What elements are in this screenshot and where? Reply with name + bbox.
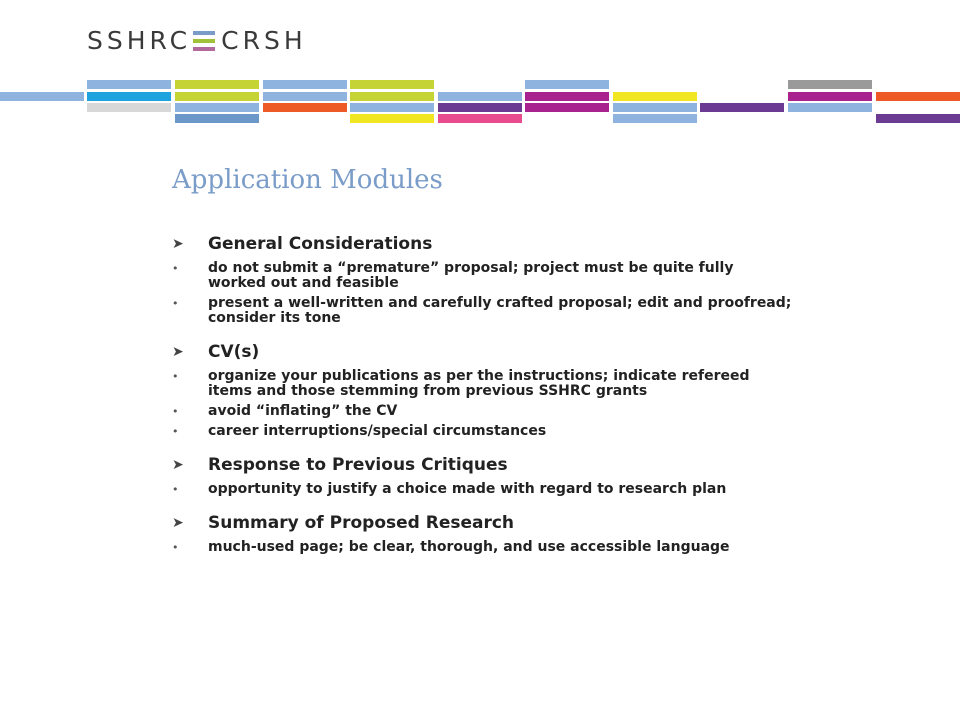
bullet-dot-icon: • [172, 262, 179, 275]
section-general-considerations [172, 232, 792, 326]
color-bar [438, 114, 522, 123]
color-bar [175, 114, 259, 123]
bullet-dot-icon: • [172, 425, 179, 438]
color-bar [350, 103, 434, 112]
list-item-text: present a well-written and carefully crafted proposal; edit and proofread; consider its tone [208, 295, 792, 326]
color-bar [525, 103, 609, 112]
arrow-bullet-icon: ➤ [172, 236, 184, 252]
list-item-text: career interruptions/special circumstances [208, 423, 547, 439]
color-bar [438, 92, 522, 101]
color-bar [263, 80, 347, 89]
section-heading [172, 232, 792, 256]
color-bar [87, 92, 171, 101]
list-item-text: opportunity to justify a choice made with regard to research plan [208, 481, 727, 497]
list-item-text: do not submit a “premature” proposal; project must be quite fully worked out and feasible [208, 260, 734, 291]
color-bar [175, 80, 259, 89]
list-item [172, 296, 792, 326]
color-bar [876, 92, 960, 101]
slide-title: Application Modules [172, 165, 443, 195]
color-bar [350, 80, 434, 89]
logo-text-right: CRSH [221, 26, 307, 55]
color-bar [263, 92, 347, 101]
bullet-dot-icon: • [172, 297, 179, 310]
logo-mark-icon [193, 31, 215, 51]
section-heading-text: CV(s) [208, 342, 260, 362]
logo-text-left: SSHRC [87, 26, 192, 55]
color-bar [175, 92, 259, 101]
arrow-bullet-icon: ➤ [172, 457, 184, 473]
color-bar [876, 114, 960, 123]
section-heading-text: General Considerations [208, 234, 433, 254]
arrow-bullet-icon: ➤ [172, 515, 184, 531]
color-bar [525, 80, 609, 89]
color-bar [525, 92, 609, 101]
bullet-dot-icon: • [172, 370, 179, 383]
section-cv [172, 340, 792, 439]
section-heading-text: Summary of Proposed Research [208, 513, 515, 533]
bullet-dot-icon: • [172, 541, 179, 554]
list-item [172, 424, 792, 439]
color-bar [0, 92, 84, 101]
list-item-text: organize your publications as per the instructions; indicate refereed items and those stemming from previous SSHRC grants [208, 368, 750, 399]
list-item [172, 482, 792, 497]
arrow-bullet-icon: ➤ [172, 344, 184, 360]
list-item-text: avoid “inflating” the CV [208, 403, 398, 419]
list-item [172, 261, 792, 291]
color-bar [350, 92, 434, 101]
list-item [172, 369, 792, 399]
color-bar [613, 114, 697, 123]
section-heading-text: Response to Previous Critiques [208, 455, 508, 475]
color-bar [613, 103, 697, 112]
color-bar [788, 103, 872, 112]
color-bar [87, 103, 171, 112]
list-item-text: much-used page; be clear, thorough, and use accessible language [208, 539, 730, 555]
color-bar [788, 92, 872, 101]
list-item [172, 540, 792, 555]
bullet-dot-icon: • [172, 405, 179, 418]
color-bar [87, 80, 171, 89]
color-bar [175, 103, 259, 112]
list-item [172, 404, 792, 419]
slide-content [172, 232, 792, 569]
sshrc-crsh-logo [87, 26, 307, 56]
color-bar [350, 114, 434, 123]
color-bar [263, 103, 347, 112]
color-bar [700, 103, 784, 112]
section-heading [172, 453, 792, 477]
section-heading [172, 511, 792, 535]
section-heading [172, 340, 792, 364]
color-bar [788, 80, 872, 89]
bullet-dot-icon: • [172, 483, 179, 496]
section-summary-of-research [172, 511, 792, 555]
section-response-to-critiques [172, 453, 792, 497]
color-bar [613, 92, 697, 101]
color-bar [438, 103, 522, 112]
